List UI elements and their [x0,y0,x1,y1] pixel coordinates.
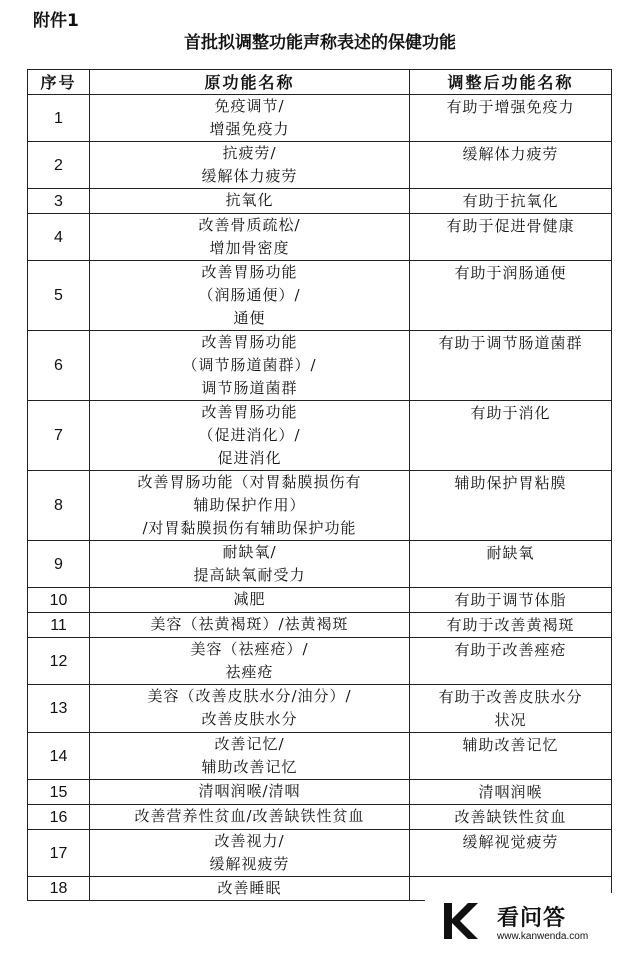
row-number: 1 [28,95,90,142]
table-row [28,638,612,685]
original-function-name [90,638,410,685]
original-function-name [90,261,410,331]
original-name-line: 改善视力/ [214,832,285,850]
table-row [28,780,612,805]
original-name-line: 减肥 [233,590,266,608]
table-row [28,471,612,541]
original-name-line: （调节肠道菌群）/ [182,356,317,374]
original-function-name [90,830,410,877]
row-number: 18 [28,877,90,901]
adjusted-function-name [410,613,612,638]
original-name-line: 增强免疫力 [209,120,290,138]
adjusted-name-line: 有助于改善黄褐斑 [446,616,575,634]
original-name-line: 辅助保护作用） [193,496,306,514]
watermark [425,893,625,951]
row-number: 7 [28,401,90,471]
document-title: 首批拟调整功能声称表述的保健功能 [184,33,456,53]
original-name-line: 祛痤疮 [225,663,274,681]
row-number: 6 [28,331,90,401]
adjusted-name-line: 缓解体力疲劳 [462,145,559,163]
adjusted-name-line: 有助于改善痤疮 [454,641,567,659]
adjusted-name-line: 有助于调节体脂 [454,591,567,609]
original-name-line: 耐缺氧/ [222,543,277,561]
adjusted-function-name [410,541,612,588]
adjusted-name-line: 状况 [494,711,527,729]
table-row [28,541,612,588]
row-number: 9 [28,541,90,588]
original-name-line: 改善营养性贫血/改善缺铁性贫血 [134,807,365,825]
original-name-line: 改善胃肠功能 [201,403,298,421]
original-name-line: 清咽润喉/清咽 [198,782,301,800]
original-function-name [90,401,410,471]
original-name-line: 改善睡眠 [217,879,282,897]
table-row [28,830,612,877]
watermark-url: www.kanwenda.com [497,931,589,942]
original-name-line: 促进消化 [217,449,282,467]
original-name-line: 改善记忆/ [214,735,285,753]
original-function-name [90,805,410,830]
original-function-name [90,142,410,189]
table-row [28,95,612,142]
original-function-name [90,733,410,780]
row-number: 11 [28,613,90,638]
adjusted-function-name [410,805,612,830]
row-number: 3 [28,189,90,214]
table-row [28,685,612,733]
row-number: 14 [28,733,90,780]
table-header-row [28,70,612,95]
row-number: 4 [28,214,90,261]
original-name-line: 免疫调节/ [214,97,285,115]
original-function-name [90,331,410,401]
table-row [28,189,612,214]
table-row [28,331,612,401]
table-row [28,805,612,830]
row-number: 16 [28,805,90,830]
annex-label: 附件1 [33,11,79,31]
original-name-line: 缓解体力疲劳 [201,167,298,185]
original-function-name [90,588,410,613]
original-function-name [90,780,410,805]
adjusted-function-name [410,189,612,214]
adjusted-name-line: 有助于消化 [470,404,551,422]
table-row [28,214,612,261]
adjusted-name-line: 清咽润喉 [478,783,543,801]
row-number: 17 [28,830,90,877]
original-function-name [90,214,410,261]
row-number: 12 [28,638,90,685]
original-name-line: 缓解视疲劳 [209,855,290,873]
original-name-line: 抗疲劳/ [222,144,277,162]
adjusted-name-line: 辅助保护胃粘膜 [454,474,567,492]
original-name-line: 增加骨密度 [209,239,290,257]
original-name-line: （促进消化）/ [198,426,301,444]
adjusted-name-line: 辅助改善记忆 [462,736,559,754]
adjusted-function-name [410,733,612,780]
table-row [28,588,612,613]
adjusted-function-name [410,471,612,541]
original-name-line: 调节肠道菌群 [201,379,298,397]
original-name-line: 改善胃肠功能 [201,333,298,351]
header-number: 序号 [28,70,90,95]
health-function-table [27,69,612,901]
original-name-line: 改善骨质疏松/ [198,216,301,234]
adjusted-name-line: 有助于改善皮肤水分 [438,688,583,706]
original-function-name [90,685,410,733]
original-name-line: 提高缺氧耐受力 [193,566,306,584]
original-function-name [90,877,410,901]
adjusted-name-line: 有助于润肠通便 [454,264,567,282]
row-number: 2 [28,142,90,189]
adjusted-function-name [410,95,612,142]
original-function-name [90,541,410,588]
original-name-line: 改善皮肤水分 [201,710,298,728]
row-number: 15 [28,780,90,805]
original-function-name [90,471,410,541]
adjusted-name-line: 缓解视觉疲劳 [462,833,559,851]
adjusted-function-name [410,401,612,471]
original-name-line: （润肠通便）/ [198,286,301,304]
original-function-name [90,95,410,142]
row-number: 13 [28,685,90,733]
original-name-line: 改善胃肠功能（对胃黏膜损伤有 [137,473,362,491]
header-adjusted-name: 调整后功能名称 [410,70,612,95]
original-name-line: 通便 [233,309,266,327]
table-row [28,261,612,331]
original-name-line: 美容（祛黄褐斑）/祛黄褐斑 [150,615,349,633]
adjusted-function-name [410,588,612,613]
adjusted-name-line: 有助于增强免疫力 [446,98,575,116]
original-name-line: 美容（祛痤疮）/ [190,640,309,658]
table-row [28,613,612,638]
adjusted-function-name [410,142,612,189]
adjusted-function-name [410,638,612,685]
watermark-name: 看问答 [497,906,567,931]
adjusted-function-name [410,331,612,401]
adjusted-function-name [410,780,612,805]
k-logo-icon [440,899,480,943]
header-original-name: 原功能名称 [90,70,410,95]
adjusted-function-name [410,261,612,331]
adjusted-name-line: 有助于调节肠道菌群 [438,334,583,352]
original-function-name [90,189,410,214]
original-name-line: /对胃黏膜损伤有辅助保护功能 [142,519,357,537]
original-name-line: 抗氧化 [225,191,274,209]
adjusted-function-name [410,685,612,733]
original-function-name [90,613,410,638]
adjusted-name-line: 改善缺铁性贫血 [454,808,567,826]
table-row [28,733,612,780]
adjusted-name-line: 有助于促进骨健康 [446,217,575,235]
adjusted-function-name [410,830,612,877]
row-number: 10 [28,588,90,613]
adjusted-name-line: 耐缺氧 [486,544,535,562]
adjusted-name-line: 有助于抗氧化 [462,192,559,210]
adjusted-function-name [410,214,612,261]
table-row [28,401,612,471]
original-name-line: 美容（改善皮肤水分/油分）/ [147,687,352,705]
original-name-line: 改善胃肠功能 [201,263,298,281]
row-number: 8 [28,471,90,541]
table-row [28,142,612,189]
row-number: 5 [28,261,90,331]
original-name-line: 辅助改善记忆 [201,758,298,776]
